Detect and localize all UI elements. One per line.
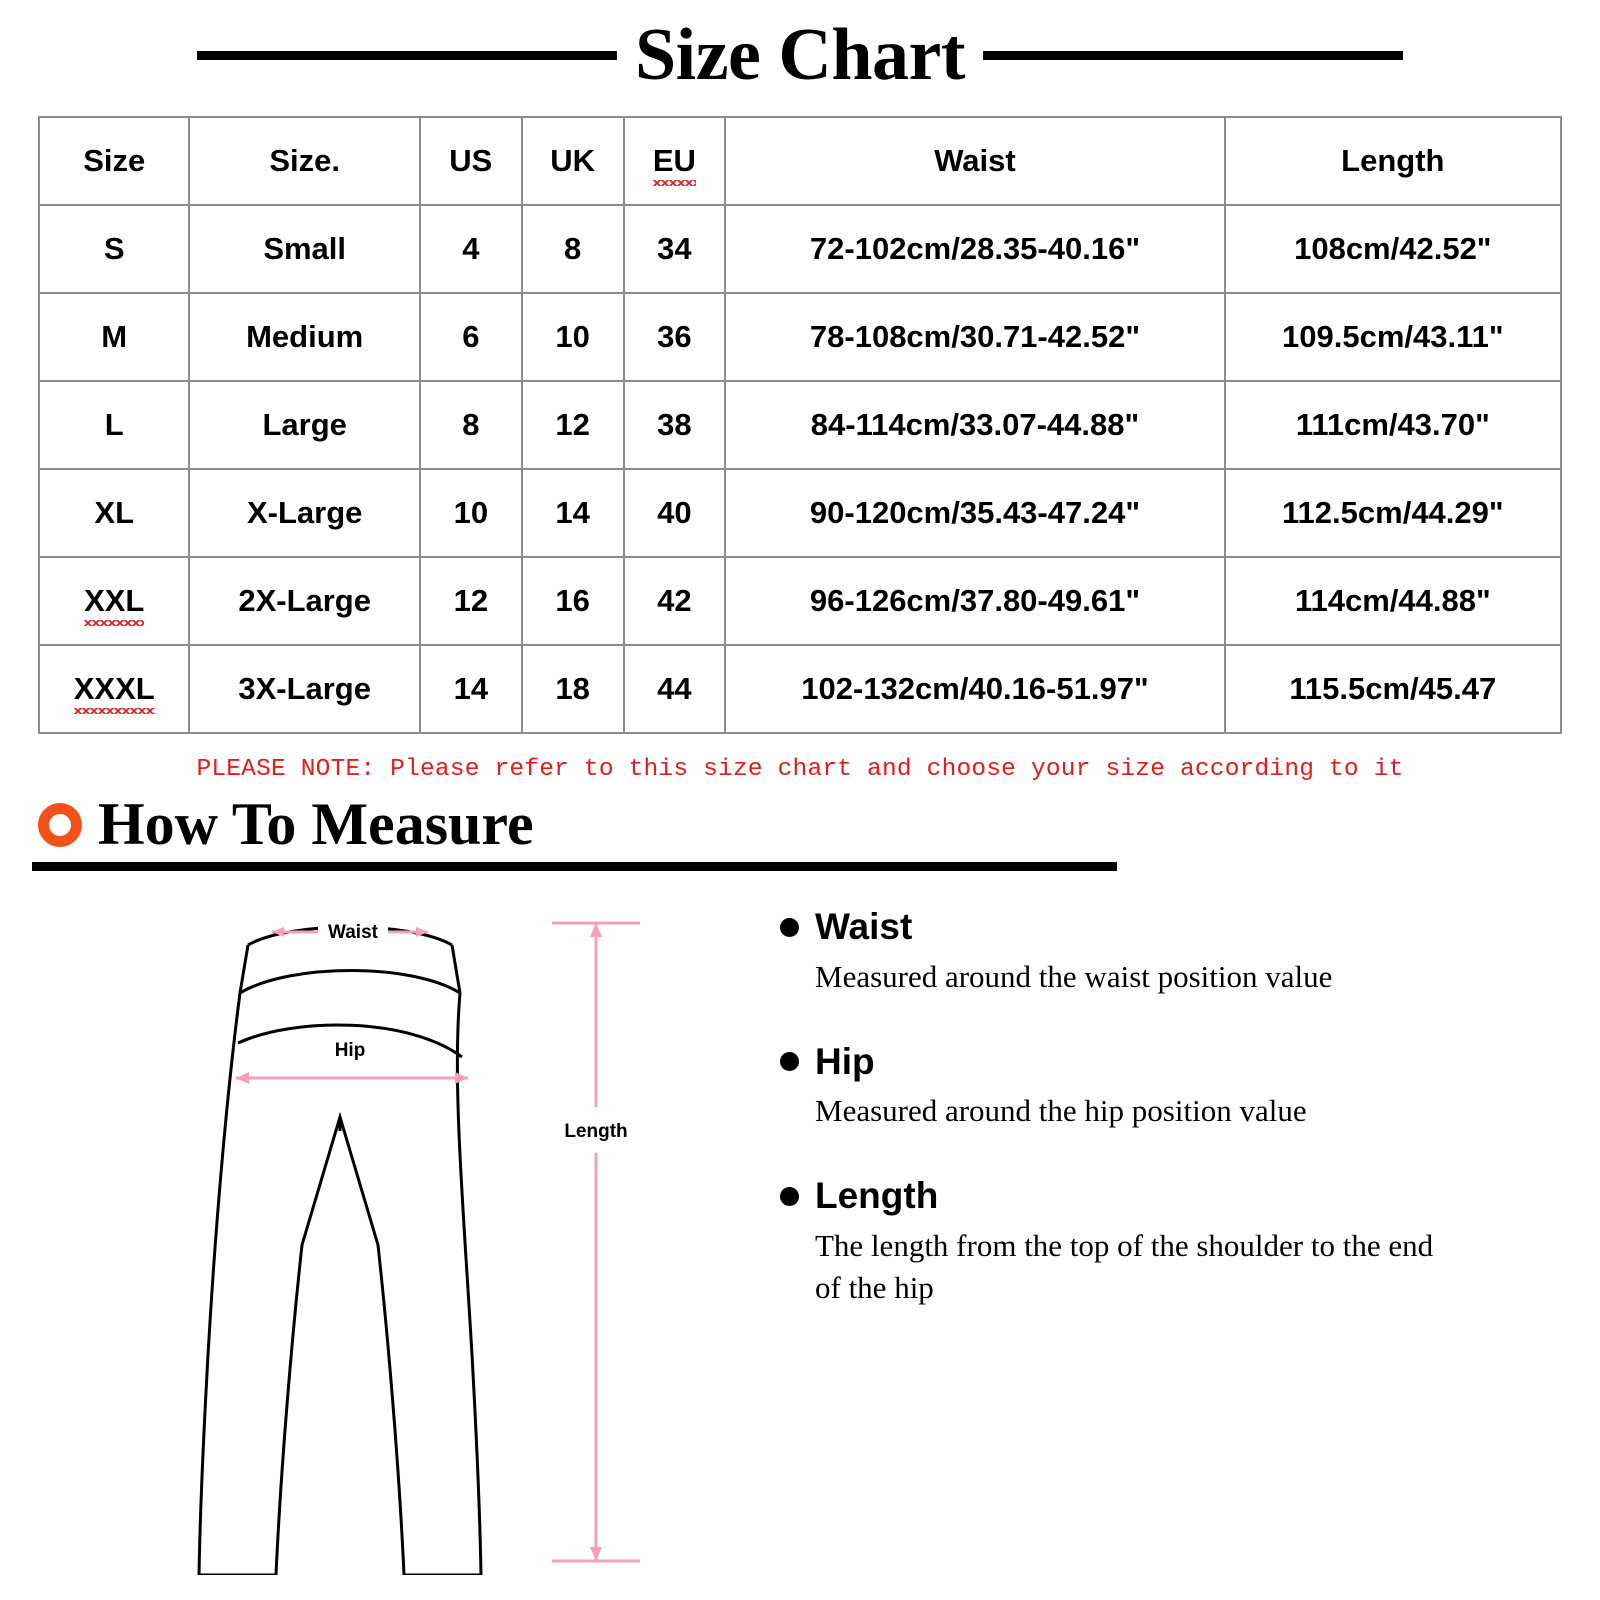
cell-size2: X-Large [189, 469, 420, 557]
cell-length: 115.5cm/45.47 [1225, 645, 1561, 733]
definition-hip [780, 1042, 1560, 1133]
diagram-hip-label: Hip [334, 1040, 366, 1061]
cell-uk: 8 [522, 205, 624, 293]
page-title: Size Chart [635, 14, 965, 96]
diagram-length-label: Length [564, 1121, 628, 1142]
page-header [0, 0, 1600, 96]
table-row [39, 557, 1561, 645]
definition-hip-head [780, 1042, 1560, 1083]
cell-us: 14 [420, 645, 522, 733]
header-rule-right [983, 51, 1403, 60]
column-header-size: Size [39, 117, 189, 205]
cell-us: 12 [420, 557, 522, 645]
cell-length: 111cm/43.70" [1225, 381, 1561, 469]
measure-definitions [740, 885, 1560, 1575]
pants-measure-diagram [40, 885, 740, 1575]
how-to-measure-heading-row [10, 793, 1562, 856]
definition-length [780, 1176, 1560, 1308]
cell-size-text: XXXL [73, 671, 155, 706]
cell-waist: 102-132cm/40.16-51.97" [725, 645, 1224, 733]
cell-us: 8 [420, 381, 522, 469]
definition-hip-text: Measured around the hip position value [815, 1093, 1307, 1129]
table-header-row [39, 117, 1561, 205]
cell-size2: Large [189, 381, 420, 469]
cell-size [39, 645, 189, 733]
how-to-measure-title: How To Measure [98, 791, 534, 857]
bullet-dot-icon [780, 918, 799, 937]
cell-eu: 34 [624, 205, 726, 293]
ring-icon [38, 803, 82, 847]
table-row [39, 381, 1561, 469]
definition-waist-term: Waist [815, 906, 913, 947]
cell-size2: 3X-Large [189, 645, 420, 733]
cell-waist: 90-120cm/35.43-47.24" [725, 469, 1224, 557]
column-header-eu [624, 117, 726, 205]
cell-eu: 36 [624, 293, 726, 381]
cell-size2: 2X-Large [189, 557, 420, 645]
size-chart-table-wrapper [0, 96, 1600, 734]
how-to-measure-section [0, 789, 1600, 871]
definition-waist-text: Measured around the waist position value [815, 958, 1333, 994]
cell-uk: 18 [522, 645, 624, 733]
please-note-text: PLEASE NOTE: Please refer to this size chart and choose your size according to it [196, 756, 1404, 783]
definition-length-text: The length from the top of the shoulder to the end of the hip [815, 1227, 1434, 1305]
definition-length-term: Length [815, 1175, 939, 1217]
cell-size-text: XXL [84, 583, 145, 618]
cell-waist: 78-108cm/30.71-42.52" [725, 293, 1224, 381]
cell-length: 108cm/42.52" [1225, 205, 1561, 293]
cell-uk: 12 [522, 381, 624, 469]
measure-body [0, 871, 1600, 1575]
how-to-measure-underline [32, 862, 1117, 871]
cell-uk: 16 [522, 557, 624, 645]
bullet-dot-icon [780, 1052, 799, 1071]
cell-uk: 14 [522, 469, 624, 557]
cell-us: 10 [420, 469, 522, 557]
cell-length: 114cm/44.88" [1225, 557, 1561, 645]
column-header-size2: Size. [189, 117, 420, 205]
cell-waist: 96-126cm/37.80-49.61" [725, 557, 1224, 645]
table-row [39, 293, 1561, 381]
cell-eu: 38 [624, 381, 726, 469]
cell-length: 109.5cm/43.11" [1225, 293, 1561, 381]
cell-size: L [39, 381, 189, 469]
cell-size2: Medium [189, 293, 420, 381]
cell-uk: 10 [522, 293, 624, 381]
cell-us: 6 [420, 293, 522, 381]
definition-waist [780, 907, 1560, 998]
cell-size: S [39, 205, 189, 293]
cell-us: 4 [420, 205, 522, 293]
cell-eu: 44 [624, 645, 726, 733]
cell-size [39, 557, 189, 645]
cell-waist: 84-114cm/33.07-44.88" [725, 381, 1224, 469]
column-header-waist: Waist [725, 117, 1224, 205]
table-row [39, 645, 1561, 733]
cell-waist: 72-102cm/28.35-40.16" [725, 205, 1224, 293]
size-chart-table [38, 116, 1562, 734]
header-rule-left [197, 51, 617, 60]
cell-size: XL [39, 469, 189, 557]
definition-hip-term: Hip [815, 1040, 875, 1082]
column-header-uk: UK [522, 117, 624, 205]
table-row [39, 469, 1561, 557]
pants-diagram-svg [40, 885, 740, 1575]
column-header-eu-text: EU [652, 143, 696, 178]
cell-size2: Small [189, 205, 420, 293]
definition-waist-head [780, 907, 1560, 948]
cell-eu: 42 [624, 557, 726, 645]
bullet-dot-icon [780, 1187, 799, 1206]
column-header-length: Length [1225, 117, 1561, 205]
definition-length-head [780, 1176, 1560, 1217]
cell-eu: 40 [624, 469, 726, 557]
table-row [39, 205, 1561, 293]
cell-size: M [39, 293, 189, 381]
diagram-waist-label: Waist [328, 922, 378, 943]
cell-length: 112.5cm/44.29" [1225, 469, 1561, 557]
column-header-us: US [420, 117, 522, 205]
